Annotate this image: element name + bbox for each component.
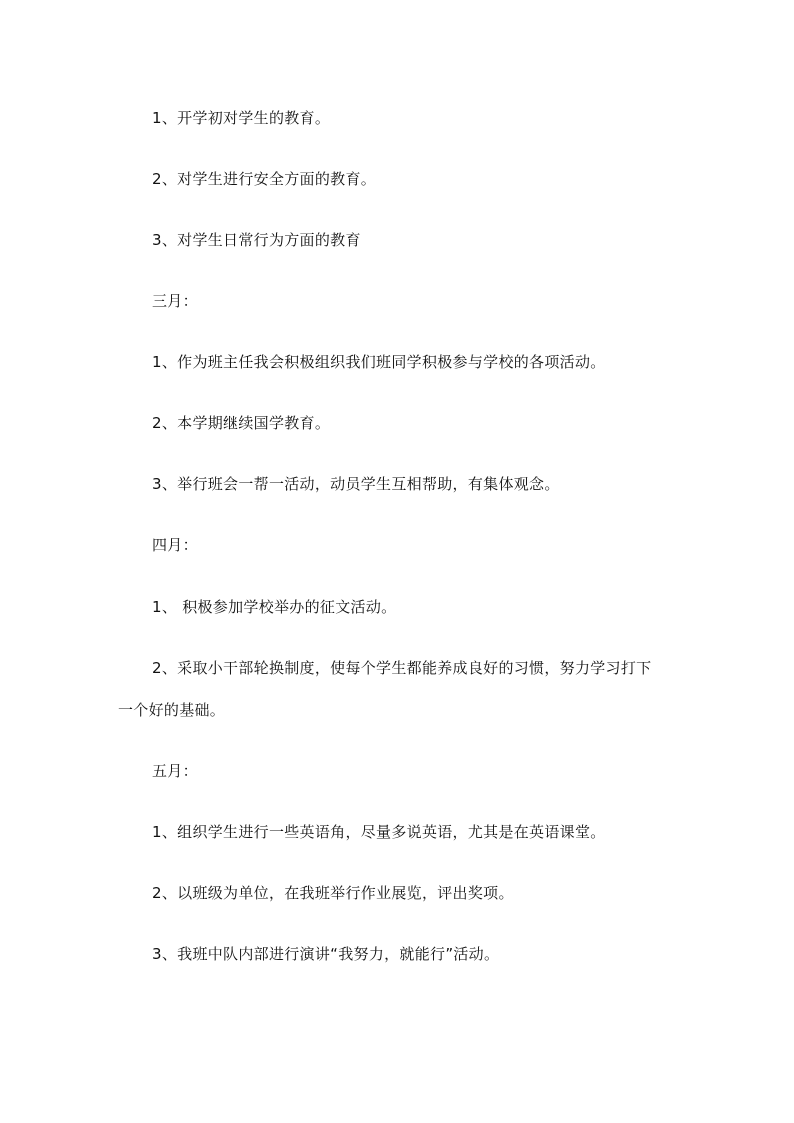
item-daily-behavior-education: 3、对学生日常行为方面的教育	[152, 231, 361, 249]
heading-may: 五月：	[152, 762, 198, 780]
item-cadre-rotation-continued: 一个好的基础。	[118, 701, 226, 719]
heading-april: 四月：	[152, 536, 198, 554]
heading-march: 三月：	[152, 292, 198, 310]
item-english-corner: 1、组织学生进行一些英语角，尽量多说英语，尤其是在英语课堂。	[152, 823, 606, 841]
item-essay-activity: 1、 积极参加学校举办的征文活动。	[152, 598, 397, 616]
item-speech-activity: 3、我班中队内部进行演讲“我努力，就能行”活动。	[152, 945, 500, 963]
item-guoxue-education: 2、本学期继续国学教育。	[152, 414, 331, 432]
item-class-meeting: 3、举行班会一帮一活动，动员学生互相帮助，有集体观念。	[152, 475, 560, 493]
item-education-start-term: 1、开学初对学生的教育。	[152, 109, 331, 127]
item-school-activities: 1、作为班主任我会积极组织我们班同学积极参与学校的各项活动。	[152, 353, 606, 371]
item-cadre-rotation: 2、采取小干部轮换制度，使每个学生都能养成良好的习惯，努力学习打下	[152, 659, 652, 677]
item-homework-exhibition: 2、以班级为单位，在我班举行作业展览，评出奖项。	[152, 884, 514, 902]
item-safety-education: 2、对学生进行安全方面的教育。	[152, 170, 377, 188]
